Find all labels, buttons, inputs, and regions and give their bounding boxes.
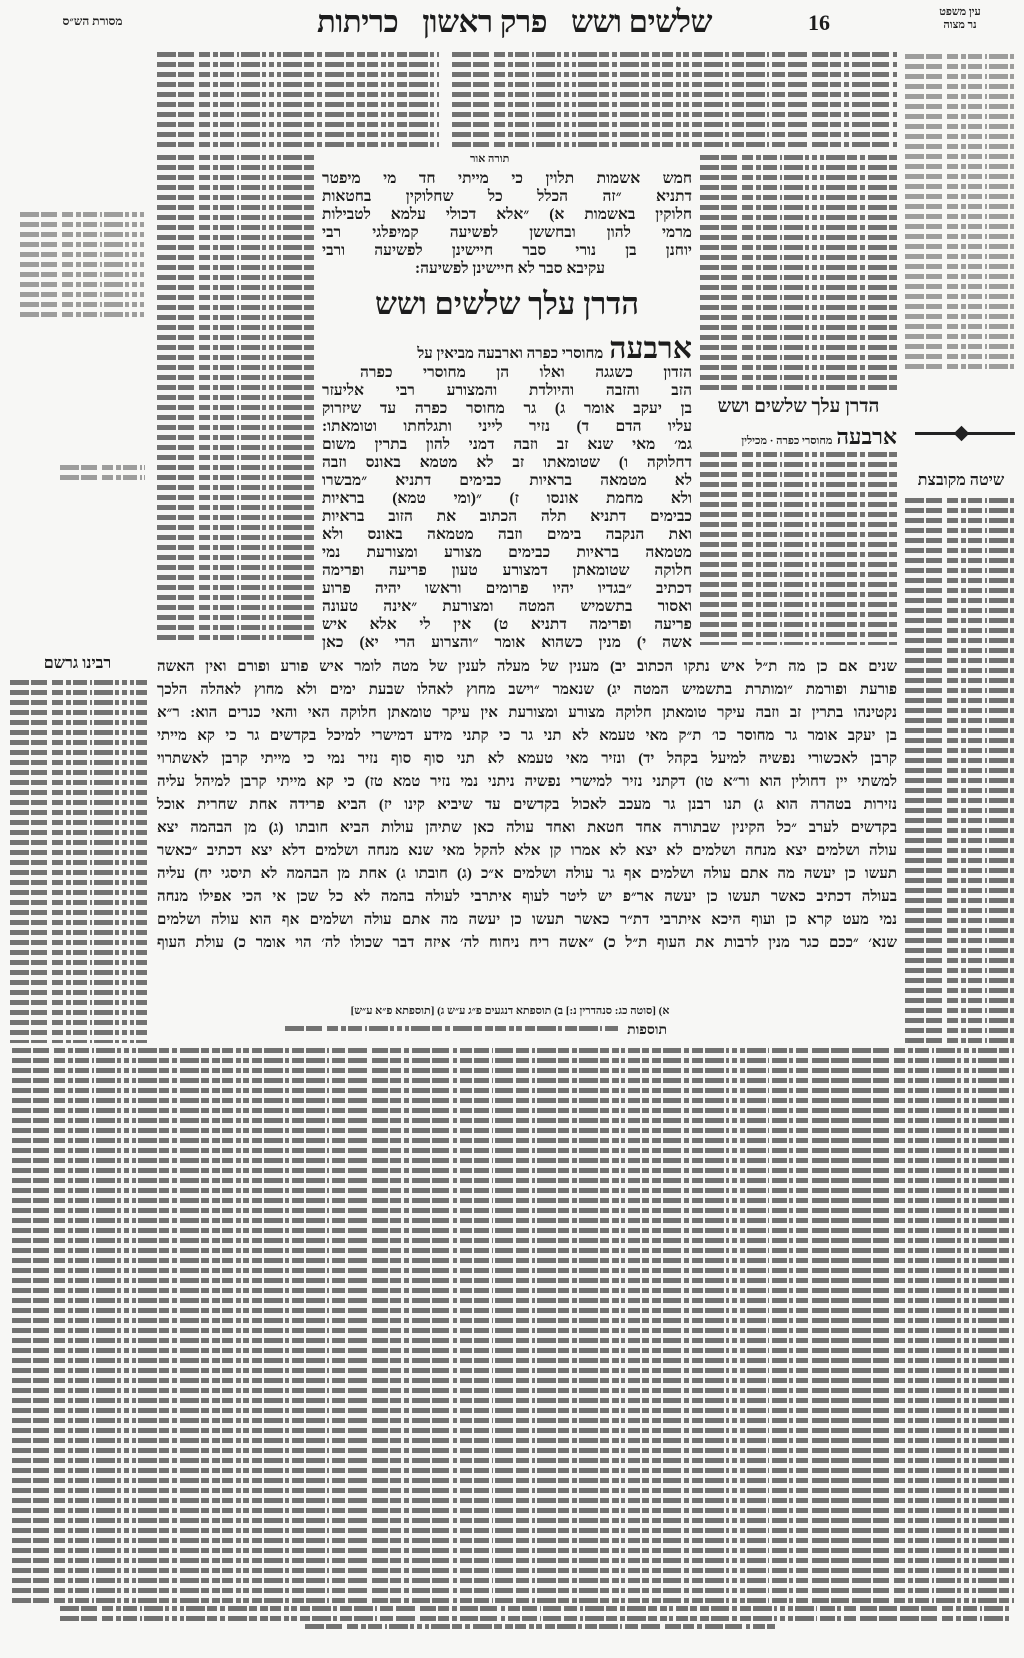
gemara-line: שנים אם כן מה ת״ל איש נתקו הכתוב יב) מענין של מעלה לענין של מטה לומר איש פורע ופורם ואין האשה <box>157 659 897 675</box>
gemara-line: בקדשים לערב ״כל הקינין שבתורה אחד חטאת ואחד עולה כאן שתיהן עולות הביא חובתו (ג) מן הבהמה יצא <box>157 820 897 836</box>
gemara-line: הזב והזבה והיולדת והמצורע רבי אליעזר <box>322 382 692 399</box>
rashi-mishnah-opening <box>700 424 897 450</box>
gemara-line: קרבן לאכשורי נפשיה למיעל בקהל יד) ונזיר מאי טעמא לא תני סוף סוף נזיר נמי כי מייתי קרבן לאשתרוי <box>157 751 897 767</box>
mishnah-first-line-rest: מחוסרי כפרה וארבעה מביאין על <box>417 346 604 362</box>
shita-mekubetzet-text <box>905 498 1017 1043</box>
gemara-line: יוחנן בן נורי סבר חיישינן לפשיעה ורבי <box>322 242 692 259</box>
gemara-line: ואסור בתשמיש המטה ומצורעת ״אינה טעונה <box>322 598 692 615</box>
masoret-hashas-label: מסורת הש״ס <box>62 14 123 28</box>
gemara-line: עקיבא סבר לא חיישינן לפשיעה: <box>414 260 606 277</box>
gemara-line: מטמאה בראיות כבימים מצורע ומצורעת נמי <box>322 544 692 561</box>
gemara-line: פורעת ופורמת ״ומותרת בתשמיש המטה יג) שנאמר ״וישב מחוץ לאהלו שבעת ימים ולא מחוץ לאהלה הלכך <box>157 682 897 698</box>
gemara-line: דחלוקה ו) שטומאתו זב לא מטמא באונס וזבה <box>322 454 692 471</box>
rashi-opening-rest: מחוסרי כפרה · מכילין <box>741 435 833 447</box>
page-title <box>317 4 712 40</box>
gemara-footnote: א) [סוטה כג: סנהדרין נ:] ב) תוספתא דנגעים פ״ג ע״ש ג) [תוספתא פ״א ע״ש] <box>350 1005 670 1017</box>
gemara-line: דתניא ״זה הכלל כל שחלוקין בחטאות <box>322 188 692 205</box>
gemara-line: עליו הדם ד) נזיר לייני ותגלחתו וטומאתו: <box>322 418 692 435</box>
margin-note <box>60 465 145 485</box>
bottom-commentary-last-line <box>305 1624 775 1634</box>
gemara-line: נזירות בטהרה הוא ג) תנו רבנן גר מעכב לאכול בקדשים עד שיביא קינו יז) הביא פרידה אחת שחרית אוכל <box>157 797 897 813</box>
page-number: 16 <box>808 10 830 35</box>
bottom-commentary-text <box>12 1048 1014 1603</box>
gemara-line: תעשו כן יעשה מה אתם עולה ושלמים אף גר עולה ושלמים א״כ (ג) חובתו ג) אחת מן הבהמה לא תיסגי יח) עליה <box>157 866 897 882</box>
rashi-column-text-upper <box>700 155 897 393</box>
rashi-column-text-lower <box>700 452 897 645</box>
gemara-line: אשה י) מנין כשהוא אומר ״והצרוע הרי יא) כאן <box>322 634 692 651</box>
shita-mekubetzet-heading: שיטה מקובצת <box>917 472 1005 489</box>
gemara-line: כבימים דתניא תלה הכתוב את הזוב בראיות <box>322 508 692 525</box>
rashi-opening-word: ארבעה <box>836 424 897 449</box>
gemara-line: גמ׳ מאי שנא זב וזבה דמני להון בתרין משום <box>322 436 692 453</box>
ein-mishpat-text <box>905 54 1017 374</box>
rashi-hadran-heading: הדרן עלך שלשים ושש <box>717 396 880 417</box>
gemara-line: נמי מעט קרא כן ועוף היכא איתרבי דת״ר כאשר תעשו כן יעשה מה אתם עולה ושלמים אף הוא עולה ושלמים <box>157 912 897 928</box>
ein-mishpat-label <box>905 6 1015 32</box>
hadran-heading: הדרן עלך שלשים ושש <box>374 286 640 321</box>
masoret-hashas-notes <box>20 212 145 322</box>
gemara-line: בעולה דכתיב כאשר תעשו כן יעשה אר״פ יש ליטר לעוף איתרבי לעולה בהמה לא כל שכן אי הכי אפילו מנחה <box>157 889 897 905</box>
top-left-commentary-text <box>157 52 439 150</box>
bottom-commentary-text-end <box>60 1606 1010 1621</box>
gemara-line: עולה ושלמים יצא מנחה ושלמים לא יצא לא אמרו קן אלא להקל מאי שנא מנחה ושלמים דלא יצא דכתיב ״כאשר <box>157 843 897 859</box>
gemara-line: הזדון כשגגה ואלו הן מחוסרי כפרה <box>360 364 692 381</box>
gemara-line: חמש אשמות תלוין כי מייתי חד מי מיפטר <box>322 170 692 187</box>
top-right-commentary-text <box>452 52 897 150</box>
tosafot-line-text <box>285 1026 619 1036</box>
gemara-line: פריעה ופרימה דתניא ט) אין לי אלא איש <box>322 616 692 633</box>
tosafot-label: תוספות <box>627 1023 667 1038</box>
tosafot-column-text <box>157 155 317 645</box>
title-tractate: כריתות <box>317 4 399 39</box>
title-perek: פרק ראשון <box>422 4 548 39</box>
gemara-line: למשתי יין דחולין הוא ור״א טו) דקתני נזיר למישרי נפשיה ניתני נמי נזיר טמא טז) כי קא מייתי קרבן למיהל עליה <box>157 774 897 790</box>
gemara-line: ואת הנקבה בימים וזבה מטמאה באונס ולא <box>322 526 692 543</box>
gemara-line: חלוקין באשמות א) ״אלא דכולי עלמא לטבילות <box>322 206 692 223</box>
ornament-diamond-icon <box>954 426 970 442</box>
mishnah-opening-line <box>322 334 692 364</box>
mishnah-opening-word: ארבעה <box>609 332 692 365</box>
rabbeinu-gershom-text <box>10 680 147 1043</box>
gemara-line: שנא׳ ״ככם כגר מנין לרבות את העוף ת״ל כ) ״אשה ריח ניחוח לה׳ איזה דבר שכולו לה׳ הוי אומר כ) עולת העוף <box>157 935 897 951</box>
title-chapter-name: שלשים ושש <box>571 4 712 39</box>
gemara-line: ולא מחמת אונסו ז) ״(ומי טמא) בראיות <box>322 490 692 507</box>
tosafot-line <box>285 1024 920 1038</box>
gemara-line: נקטינהו בתרין זב וזבה עיקר טומאתן חלוקה מצורע ומצורעת אין עיקר טומאתן חלוקה האי והאי כנרים הוא: ר״א <box>157 705 897 721</box>
gemara-line: בן יעקב אומר גר מחוסר כו׳ ת״ק מאי טעמא לא תני גר כי קתני מידע דמישרי למיכל בקדשים גר כי קא מייתי <box>157 728 897 744</box>
torah-or-label: תורה אור <box>470 153 510 165</box>
ein-mishpat-title: עין משפט <box>939 6 981 18</box>
gemara-line: חלוקה שטומאתן דמצורע טעון פריעה ופרימה <box>322 562 692 579</box>
rabbeinu-gershom-heading: רבינו גרשם <box>43 655 112 672</box>
gemara-line: בן יעקב אומר ג) גר מחוסר כפרה עד שיזרוק <box>322 400 692 417</box>
ner-mitzvah-title: נר מצוה <box>943 19 977 31</box>
gemara-line: לא מטמאה בראיות כבימים דתניא ״מבשרו <box>322 472 692 489</box>
gemara-line: דכתיב ״בגדיו יהיו פרומים וראשו יהיה פרוע <box>322 580 692 597</box>
gemara-line: מרמי להון ובחששן לפשיעה קמיפלגי רבי <box>322 224 692 241</box>
